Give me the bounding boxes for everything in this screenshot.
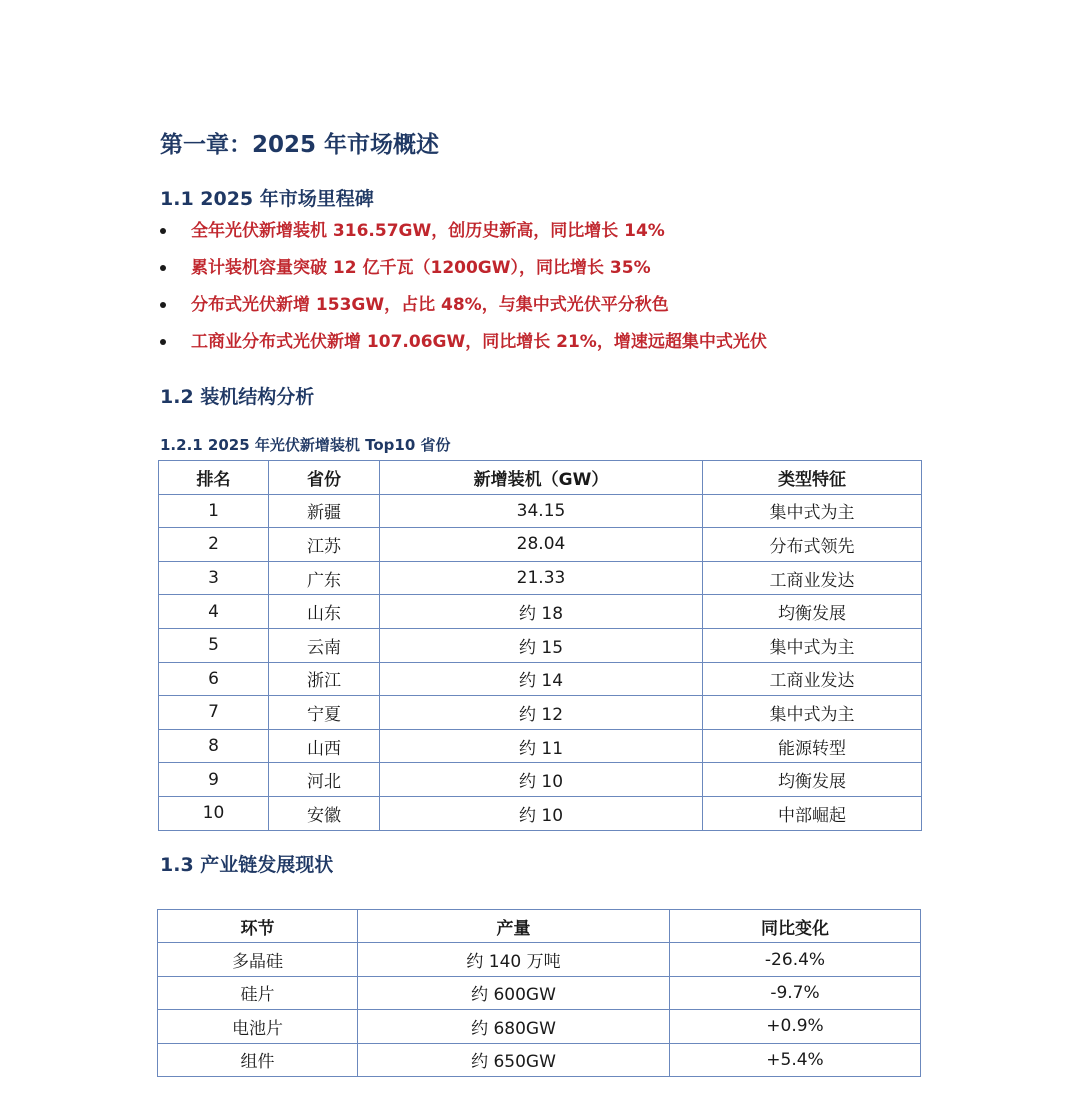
segment-cell: 多晶硅 (158, 943, 358, 976)
rank-cell: 3 (159, 561, 269, 595)
section-1-1-title: 1.1 2025 年市场里程碑 (160, 188, 374, 210)
bullet-dot-icon (160, 339, 166, 345)
section-1-3-title: 1.3 产业链发展现状 (160, 854, 334, 876)
yoy-change-cell: -26.4% (670, 943, 921, 976)
province-cell: 广东 (269, 561, 380, 595)
table-row (159, 696, 922, 730)
rank-cell: 1 (159, 494, 269, 528)
rank-cell: 10 (159, 796, 269, 830)
header-cell: 同比变化 (670, 910, 921, 943)
table-row (159, 796, 922, 830)
province-cell: 安徽 (269, 796, 380, 830)
milestone-text: 工商业分布式光伏新增 107.06GW，同比增长 21%，增速远超集中式光伏 (191, 332, 767, 352)
milestone-text: 分布式光伏新增 153GW，占比 48%，与集中式光伏平分秋色 (191, 295, 669, 315)
output-cell: 约 600GW (358, 976, 670, 1009)
capacity-cell: 约 10 (380, 763, 703, 797)
rank-cell: 5 (159, 628, 269, 662)
province-cell: 新疆 (269, 494, 380, 528)
table-row (158, 976, 921, 1009)
header-cell: 新增装机（GW） (380, 461, 703, 495)
header-cell: 排名 (159, 461, 269, 495)
yoy-change-cell: -9.7% (670, 976, 921, 1009)
table-row (159, 628, 922, 662)
province-top10-table (158, 460, 922, 831)
segment-cell: 电池片 (158, 1010, 358, 1043)
type-cell: 均衡发展 (703, 763, 922, 797)
capacity-cell: 约 10 (380, 796, 703, 830)
header-cell: 省份 (269, 461, 380, 495)
header-cell: 环节 (158, 910, 358, 943)
capacity-cell: 约 18 (380, 595, 703, 629)
province-cell: 山西 (269, 729, 380, 763)
table-row (159, 528, 922, 562)
province-cell: 山东 (269, 595, 380, 629)
yoy-change-cell: +5.4% (670, 1043, 921, 1076)
milestone-text: 累计装机容量突破 12 亿千瓦（1200GW），同比增长 35% (191, 258, 651, 278)
capacity-cell: 约 12 (380, 696, 703, 730)
province-cell: 江苏 (269, 528, 380, 562)
section-1-2-1-title: 1.2.1 2025 年光伏新增装机 Top10 省份 (160, 436, 451, 454)
milestone-item (160, 216, 767, 253)
header-cell: 产量 (358, 910, 670, 943)
bullet-dot-icon (160, 302, 166, 308)
capacity-cell: 28.04 (380, 528, 703, 562)
header-cell: 类型特征 (703, 461, 922, 495)
output-cell: 约 140 万吨 (358, 943, 670, 976)
type-cell: 均衡发展 (703, 595, 922, 629)
capacity-cell: 21.33 (380, 561, 703, 595)
type-cell: 集中式为主 (703, 628, 922, 662)
capacity-cell: 约 14 (380, 662, 703, 696)
table-row (159, 595, 922, 629)
bullet-dot-icon (160, 228, 166, 234)
rank-cell: 4 (159, 595, 269, 629)
capacity-cell: 约 15 (380, 628, 703, 662)
type-cell: 中部崛起 (703, 796, 922, 830)
rank-cell: 9 (159, 763, 269, 797)
province-cell: 云南 (269, 628, 380, 662)
table-row (158, 1043, 921, 1076)
table-row (159, 763, 922, 797)
capacity-cell: 34.15 (380, 494, 703, 528)
segment-cell: 硅片 (158, 976, 358, 1009)
yoy-change-cell: +0.9% (670, 1010, 921, 1043)
table-header-row (159, 461, 922, 495)
rank-cell: 2 (159, 528, 269, 562)
type-cell: 分布式领先 (703, 528, 922, 562)
type-cell: 工商业发达 (703, 561, 922, 595)
type-cell: 工商业发达 (703, 662, 922, 696)
table-row (158, 1010, 921, 1043)
bullet-dot-icon (160, 265, 166, 271)
segment-cell: 组件 (158, 1043, 358, 1076)
type-cell: 能源转型 (703, 729, 922, 763)
milestone-list (160, 216, 767, 364)
milestone-text: 全年光伏新增装机 316.57GW，创历史新高，同比增长 14% (191, 221, 665, 241)
table-row (159, 494, 922, 528)
table-row (159, 662, 922, 696)
section-1-2-title: 1.2 装机结构分析 (160, 386, 315, 408)
industry-chain-table (157, 909, 921, 1077)
type-cell: 集中式为主 (703, 494, 922, 528)
province-cell: 宁夏 (269, 696, 380, 730)
table-row (159, 561, 922, 595)
output-cell: 约 650GW (358, 1043, 670, 1076)
table-row (158, 943, 921, 976)
milestone-item (160, 327, 767, 364)
rank-cell: 7 (159, 696, 269, 730)
output-cell: 约 680GW (358, 1010, 670, 1043)
milestone-item (160, 290, 767, 327)
rank-cell: 8 (159, 729, 269, 763)
milestone-item (160, 253, 767, 290)
chapter-title: 第一章：2025 年市场概述 (160, 132, 440, 158)
province-cell: 河北 (269, 763, 380, 797)
table-header-row (158, 910, 921, 943)
rank-cell: 6 (159, 662, 269, 696)
capacity-cell: 约 11 (380, 729, 703, 763)
province-cell: 浙江 (269, 662, 380, 696)
table-row (159, 729, 922, 763)
type-cell: 集中式为主 (703, 696, 922, 730)
